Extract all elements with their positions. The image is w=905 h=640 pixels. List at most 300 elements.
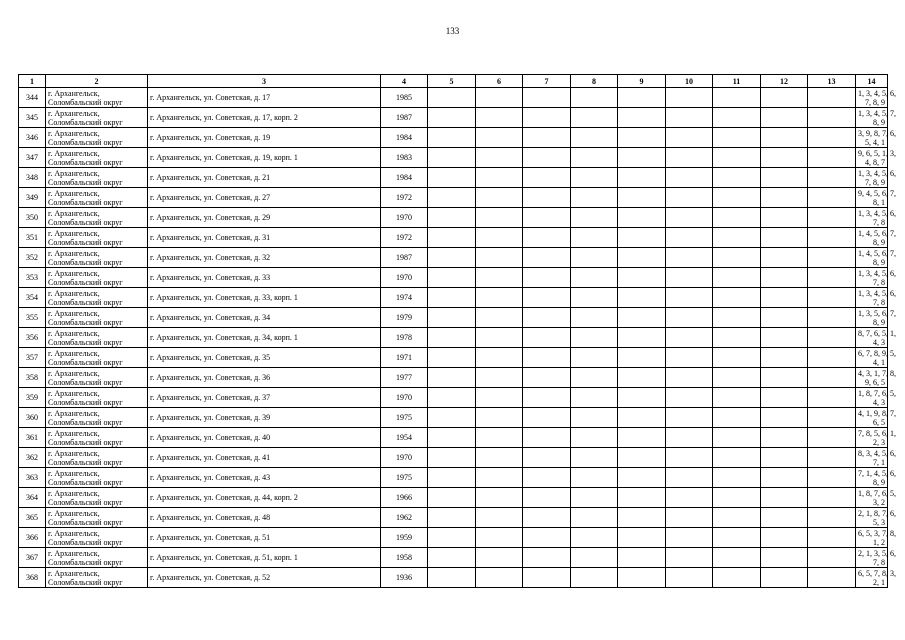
table-body xyxy=(19,88,896,588)
empty-cell xyxy=(618,268,666,288)
row-number: 351 xyxy=(19,228,46,248)
empty-cell xyxy=(428,548,476,568)
address-cell: г. Архангельск, ул. Советская, д. 27 xyxy=(148,188,381,208)
empty-cell xyxy=(428,88,476,108)
empty-cell xyxy=(571,128,618,148)
district-cell xyxy=(46,328,148,348)
empty-cell xyxy=(571,228,618,248)
empty-cell xyxy=(523,128,571,148)
district-line: г. Архангельск, xyxy=(48,228,100,238)
row-number: 352 xyxy=(19,248,46,268)
district-line: Соломбальский округ xyxy=(48,197,123,207)
empty-cell xyxy=(618,448,666,468)
column-header: 1 xyxy=(19,75,46,88)
empty-cell xyxy=(808,148,856,168)
empty-cell xyxy=(523,288,571,308)
column-header: 3 xyxy=(148,75,381,88)
order-line: 5, 3 xyxy=(873,517,885,527)
empty-cell xyxy=(713,208,761,228)
district-line: г. Архангельск, xyxy=(48,468,100,478)
row-number: 367 xyxy=(19,548,46,568)
empty-cell xyxy=(713,148,761,168)
district-line: г. Архангельск, xyxy=(48,428,100,438)
district-line: г. Архангельск, xyxy=(48,488,100,498)
empty-cell xyxy=(666,228,713,248)
order-cell xyxy=(856,488,896,508)
empty-cell xyxy=(428,268,476,288)
empty-cell xyxy=(571,408,618,428)
table-row xyxy=(19,468,888,488)
order-cell xyxy=(856,128,896,148)
address-cell: г. Архангельск, ул. Советская, д. 33 xyxy=(148,268,381,288)
empty-cell xyxy=(571,288,618,308)
empty-cell xyxy=(571,508,618,528)
empty-cell xyxy=(761,128,808,148)
row-number: 354 xyxy=(19,288,46,308)
address-cell: г. Архангельск, ул. Советская, д. 17 xyxy=(148,88,381,108)
table-row xyxy=(19,108,888,128)
empty-cell xyxy=(476,428,523,448)
empty-cell xyxy=(808,548,856,568)
district-line: г. Архангельск, xyxy=(48,128,100,138)
empty-cell xyxy=(666,268,713,288)
year-cell: 1970 xyxy=(381,208,428,228)
order-line: 1, 2 xyxy=(873,537,885,547)
order-cell xyxy=(856,288,896,308)
year-cell: 1984 xyxy=(381,168,428,188)
empty-cell xyxy=(666,468,713,488)
empty-cell xyxy=(618,308,666,328)
empty-cell xyxy=(713,508,761,528)
empty-cell xyxy=(761,508,808,528)
empty-cell xyxy=(761,228,808,248)
empty-cell xyxy=(523,448,571,468)
empty-cell xyxy=(808,408,856,428)
empty-cell xyxy=(713,108,761,128)
address-cell: г. Архангельск, ул. Советская, д. 35 xyxy=(148,348,381,368)
empty-cell xyxy=(571,308,618,328)
empty-cell xyxy=(523,548,571,568)
order-line: 9, 6, 5 xyxy=(865,377,885,387)
order-line: 6, 5, 3, 7, 8, xyxy=(858,528,896,538)
year-cell: 1975 xyxy=(381,468,428,488)
order-cell xyxy=(856,228,896,248)
empty-cell xyxy=(476,448,523,468)
order-cell xyxy=(856,548,896,568)
empty-cell xyxy=(666,288,713,308)
empty-cell xyxy=(476,208,523,228)
order-cell xyxy=(856,368,896,388)
order-cell xyxy=(856,148,896,168)
empty-cell xyxy=(618,548,666,568)
empty-cell xyxy=(571,188,618,208)
year-cell: 1983 xyxy=(381,148,428,168)
order-line: 3, 9, 8, 7, 6, xyxy=(858,128,896,138)
year-cell: 1971 xyxy=(381,348,428,368)
row-number: 346 xyxy=(19,128,46,148)
order-line: 1, 3, 4, 5, 7, xyxy=(858,108,896,118)
year-cell: 1975 xyxy=(381,408,428,428)
empty-cell xyxy=(571,268,618,288)
district-line: г. Архангельск, xyxy=(48,108,100,118)
empty-cell xyxy=(523,568,571,588)
table-row xyxy=(19,408,888,428)
district-cell xyxy=(46,548,148,568)
address-cell: г. Архангельск, ул. Советская, д. 39 xyxy=(148,408,381,428)
order-cell xyxy=(856,308,896,328)
district-line: г. Архангельск, xyxy=(48,408,100,418)
table-row xyxy=(19,288,888,308)
empty-cell xyxy=(523,168,571,188)
order-line: 7, 8 xyxy=(873,217,885,227)
row-number: 360 xyxy=(19,408,46,428)
empty-cell xyxy=(618,388,666,408)
row-number: 359 xyxy=(19,388,46,408)
empty-cell xyxy=(618,128,666,148)
empty-cell xyxy=(571,568,618,588)
order-cell xyxy=(856,468,896,488)
empty-cell xyxy=(476,568,523,588)
empty-cell xyxy=(761,328,808,348)
row-number: 358 xyxy=(19,368,46,388)
district-line: Соломбальский округ xyxy=(48,377,123,387)
empty-cell xyxy=(618,508,666,528)
order-line: 8, 7, 6, 5, 1, xyxy=(858,328,896,338)
empty-cell xyxy=(428,308,476,328)
district-cell xyxy=(46,408,148,428)
order-line: 8, 1 xyxy=(873,197,885,207)
address-cell: г. Архангельск, ул. Советская, д. 36 xyxy=(148,368,381,388)
empty-cell xyxy=(571,428,618,448)
empty-cell xyxy=(808,288,856,308)
district-line: г. Архангельск, xyxy=(48,188,100,198)
order-line: 7, 8, 5, 6, 1, xyxy=(858,428,896,438)
order-line: 1, 4, 5, 6, 7, xyxy=(858,228,896,238)
order-cell xyxy=(856,268,896,288)
empty-cell xyxy=(476,228,523,248)
order-line: 1, 3, 4, 5, 6, xyxy=(858,288,896,298)
empty-cell xyxy=(428,108,476,128)
empty-cell xyxy=(523,348,571,368)
empty-cell xyxy=(618,528,666,548)
order-cell xyxy=(856,428,896,448)
district-line: Соломбальский округ xyxy=(48,397,123,407)
empty-cell xyxy=(523,388,571,408)
table-row xyxy=(19,328,888,348)
empty-cell xyxy=(428,128,476,148)
empty-cell xyxy=(523,508,571,528)
district-line: г. Архангельск, xyxy=(48,348,100,358)
address-cell: г. Архангельск, ул. Советская, д. 19, корп. 1 xyxy=(148,148,381,168)
empty-cell xyxy=(666,128,713,148)
order-line: 6, 5 xyxy=(873,417,885,427)
empty-cell xyxy=(761,408,808,428)
district-line: г. Архангельск, xyxy=(48,148,100,158)
order-line: 7, 8 xyxy=(873,557,885,567)
empty-cell xyxy=(808,428,856,448)
district-cell xyxy=(46,88,148,108)
order-line: 2, 3 xyxy=(873,437,885,447)
empty-cell xyxy=(428,348,476,368)
empty-cell xyxy=(666,388,713,408)
row-number: 348 xyxy=(19,168,46,188)
empty-cell xyxy=(713,528,761,548)
order-line: 9, 4, 5, 6, 7, xyxy=(858,188,896,198)
row-number: 350 xyxy=(19,208,46,228)
empty-cell xyxy=(428,148,476,168)
empty-cell xyxy=(666,328,713,348)
district-line: г. Архангельск, xyxy=(48,568,100,578)
empty-cell xyxy=(761,208,808,228)
empty-cell xyxy=(428,248,476,268)
empty-cell xyxy=(618,188,666,208)
empty-cell xyxy=(428,468,476,488)
empty-cell xyxy=(618,488,666,508)
order-cell xyxy=(856,248,896,268)
empty-cell xyxy=(808,208,856,228)
district-line: Соломбальский округ xyxy=(48,217,123,227)
district-line: Соломбальский округ xyxy=(48,497,123,507)
table-row xyxy=(19,208,888,228)
empty-cell xyxy=(523,108,571,128)
order-line: 4, 8, 7 xyxy=(865,157,885,167)
empty-cell xyxy=(618,88,666,108)
table-row xyxy=(19,568,888,588)
empty-cell xyxy=(476,188,523,208)
order-cell xyxy=(856,448,896,468)
empty-cell xyxy=(761,428,808,448)
column-header: 7 xyxy=(523,75,571,88)
row-number: 364 xyxy=(19,488,46,508)
empty-cell xyxy=(571,168,618,188)
order-line: 8, 3, 4, 5, 6, xyxy=(858,448,896,458)
empty-cell xyxy=(761,568,808,588)
district-line: г. Архангельск, xyxy=(48,388,100,398)
empty-cell xyxy=(761,528,808,548)
district-line: г. Архангельск, xyxy=(48,528,100,538)
empty-cell xyxy=(571,368,618,388)
column-header: 8 xyxy=(571,75,618,88)
empty-cell xyxy=(713,248,761,268)
year-cell: 1962 xyxy=(381,508,428,528)
year-cell: 1936 xyxy=(381,568,428,588)
empty-cell xyxy=(808,348,856,368)
empty-cell xyxy=(761,268,808,288)
row-number: 355 xyxy=(19,308,46,328)
address-cell: г. Архангельск, ул. Советская, д. 29 xyxy=(148,208,381,228)
order-line: 1, 3, 4, 5, 6, xyxy=(858,88,896,98)
empty-cell xyxy=(808,168,856,188)
empty-cell xyxy=(428,428,476,448)
empty-cell xyxy=(713,348,761,368)
order-line: 1, 3, 4, 5, 6, xyxy=(858,268,896,278)
row-number: 344 xyxy=(19,88,46,108)
empty-cell xyxy=(666,108,713,128)
row-number: 357 xyxy=(19,348,46,368)
year-cell: 1959 xyxy=(381,528,428,548)
district-cell xyxy=(46,388,148,408)
address-cell: г. Архангельск, ул. Советская, д. 48 xyxy=(148,508,381,528)
empty-cell xyxy=(618,348,666,368)
table-row xyxy=(19,148,888,168)
order-cell xyxy=(856,188,896,208)
empty-cell xyxy=(571,388,618,408)
district-line: Соломбальский округ xyxy=(48,97,123,107)
district-cell xyxy=(46,168,148,188)
empty-cell xyxy=(523,308,571,328)
district-line: Соломбальский округ xyxy=(48,297,123,307)
district-cell xyxy=(46,568,148,588)
year-cell: 1970 xyxy=(381,448,428,468)
row-number: 368 xyxy=(19,568,46,588)
row-number: 365 xyxy=(19,508,46,528)
order-line: 8, 9 xyxy=(873,317,885,327)
district-line: г. Архангельск, xyxy=(48,308,100,318)
empty-cell xyxy=(428,288,476,308)
district-line: Соломбальский округ xyxy=(48,457,123,467)
empty-cell xyxy=(476,368,523,388)
column-header: 12 xyxy=(761,75,808,88)
order-cell xyxy=(856,168,896,188)
district-cell xyxy=(46,288,148,308)
district-line: г. Архангельск, xyxy=(48,288,100,298)
order-line: 3, 2 xyxy=(873,497,885,507)
order-line: 7, 1 xyxy=(873,457,885,467)
empty-cell xyxy=(713,288,761,308)
empty-cell xyxy=(761,188,808,208)
empty-cell xyxy=(428,568,476,588)
empty-cell xyxy=(476,408,523,428)
empty-cell xyxy=(523,488,571,508)
empty-cell xyxy=(666,88,713,108)
empty-cell xyxy=(428,488,476,508)
empty-cell xyxy=(666,488,713,508)
empty-cell xyxy=(571,528,618,548)
empty-cell xyxy=(428,208,476,228)
address-cell: г. Архангельск, ул. Советская, д. 34, корп. 1 xyxy=(148,328,381,348)
empty-cell xyxy=(618,328,666,348)
year-cell: 1974 xyxy=(381,288,428,308)
year-cell: 1970 xyxy=(381,268,428,288)
empty-cell xyxy=(666,308,713,328)
empty-cell xyxy=(761,468,808,488)
row-number: 361 xyxy=(19,428,46,448)
empty-cell xyxy=(571,108,618,128)
district-line: Соломбальский округ xyxy=(48,177,123,187)
year-cell: 1970 xyxy=(381,388,428,408)
empty-cell xyxy=(476,548,523,568)
empty-cell xyxy=(808,568,856,588)
empty-cell xyxy=(476,128,523,148)
empty-cell xyxy=(713,88,761,108)
district-cell xyxy=(46,488,148,508)
empty-cell xyxy=(571,208,618,228)
empty-cell xyxy=(761,248,808,268)
empty-cell xyxy=(761,168,808,188)
table-row xyxy=(19,88,888,108)
district-line: Соломбальский округ xyxy=(48,537,123,547)
district-cell xyxy=(46,308,148,328)
order-line: 6, 5, 7, 8, 3, xyxy=(858,568,896,578)
empty-cell xyxy=(571,248,618,268)
row-number: 366 xyxy=(19,528,46,548)
empty-cell xyxy=(428,388,476,408)
empty-cell xyxy=(476,108,523,128)
district-cell xyxy=(46,108,148,128)
empty-cell xyxy=(428,228,476,248)
empty-cell xyxy=(808,108,856,128)
empty-cell xyxy=(428,508,476,528)
empty-cell xyxy=(476,388,523,408)
district-line: Соломбальский округ xyxy=(48,557,123,567)
empty-cell xyxy=(523,208,571,228)
order-line: 4, 3 xyxy=(873,397,885,407)
empty-cell xyxy=(761,548,808,568)
empty-cell xyxy=(808,128,856,148)
empty-cell xyxy=(571,88,618,108)
address-cell: г. Архангельск, ул. Советская, д. 44, корп. 2 xyxy=(148,488,381,508)
empty-cell xyxy=(618,228,666,248)
empty-cell xyxy=(666,168,713,188)
empty-cell xyxy=(713,268,761,288)
address-cell: г. Архангельск, ул. Советская, д. 40 xyxy=(148,428,381,448)
empty-cell xyxy=(808,268,856,288)
address-cell: г. Архангельск, ул. Советская, д. 41 xyxy=(148,448,381,468)
empty-cell xyxy=(476,288,523,308)
district-line: Соломбальский округ xyxy=(48,317,123,327)
year-cell: 1966 xyxy=(381,488,428,508)
empty-cell xyxy=(476,268,523,288)
order-line: 6, 7, 8, 9, 5, xyxy=(858,348,896,358)
empty-cell xyxy=(523,148,571,168)
empty-cell xyxy=(808,328,856,348)
table-row xyxy=(19,268,888,288)
order-line: 1, 3, 4, 5, 6, xyxy=(858,168,896,178)
empty-cell xyxy=(761,388,808,408)
row-number: 349 xyxy=(19,188,46,208)
year-cell: 1972 xyxy=(381,228,428,248)
district-line: Соломбальский округ xyxy=(48,577,123,587)
empty-cell xyxy=(713,328,761,348)
empty-cell xyxy=(713,388,761,408)
empty-cell xyxy=(618,408,666,428)
district-line: Соломбальский округ xyxy=(48,437,123,447)
address-cell: г. Архангельск, ул. Советская, д. 19 xyxy=(148,128,381,148)
empty-cell xyxy=(666,368,713,388)
empty-cell xyxy=(761,288,808,308)
row-number: 347 xyxy=(19,148,46,168)
address-cell: г. Архангельск, ул. Советская, д. 52 xyxy=(148,568,381,588)
order-line: 7, 1, 4, 5, 6, xyxy=(858,468,896,478)
empty-cell xyxy=(618,428,666,448)
order-line: 8, 9 xyxy=(873,237,885,247)
order-cell xyxy=(856,508,896,528)
row-number: 353 xyxy=(19,268,46,288)
empty-cell xyxy=(761,368,808,388)
empty-cell xyxy=(428,408,476,428)
empty-cell xyxy=(713,568,761,588)
district-cell xyxy=(46,208,148,228)
row-number: 362 xyxy=(19,448,46,468)
empty-cell xyxy=(761,108,808,128)
order-cell xyxy=(856,528,896,548)
district-cell xyxy=(46,148,148,168)
table-row xyxy=(19,188,888,208)
district-line: г. Архангельск, xyxy=(48,548,100,558)
empty-cell xyxy=(666,208,713,228)
empty-cell xyxy=(808,388,856,408)
empty-cell xyxy=(428,528,476,548)
